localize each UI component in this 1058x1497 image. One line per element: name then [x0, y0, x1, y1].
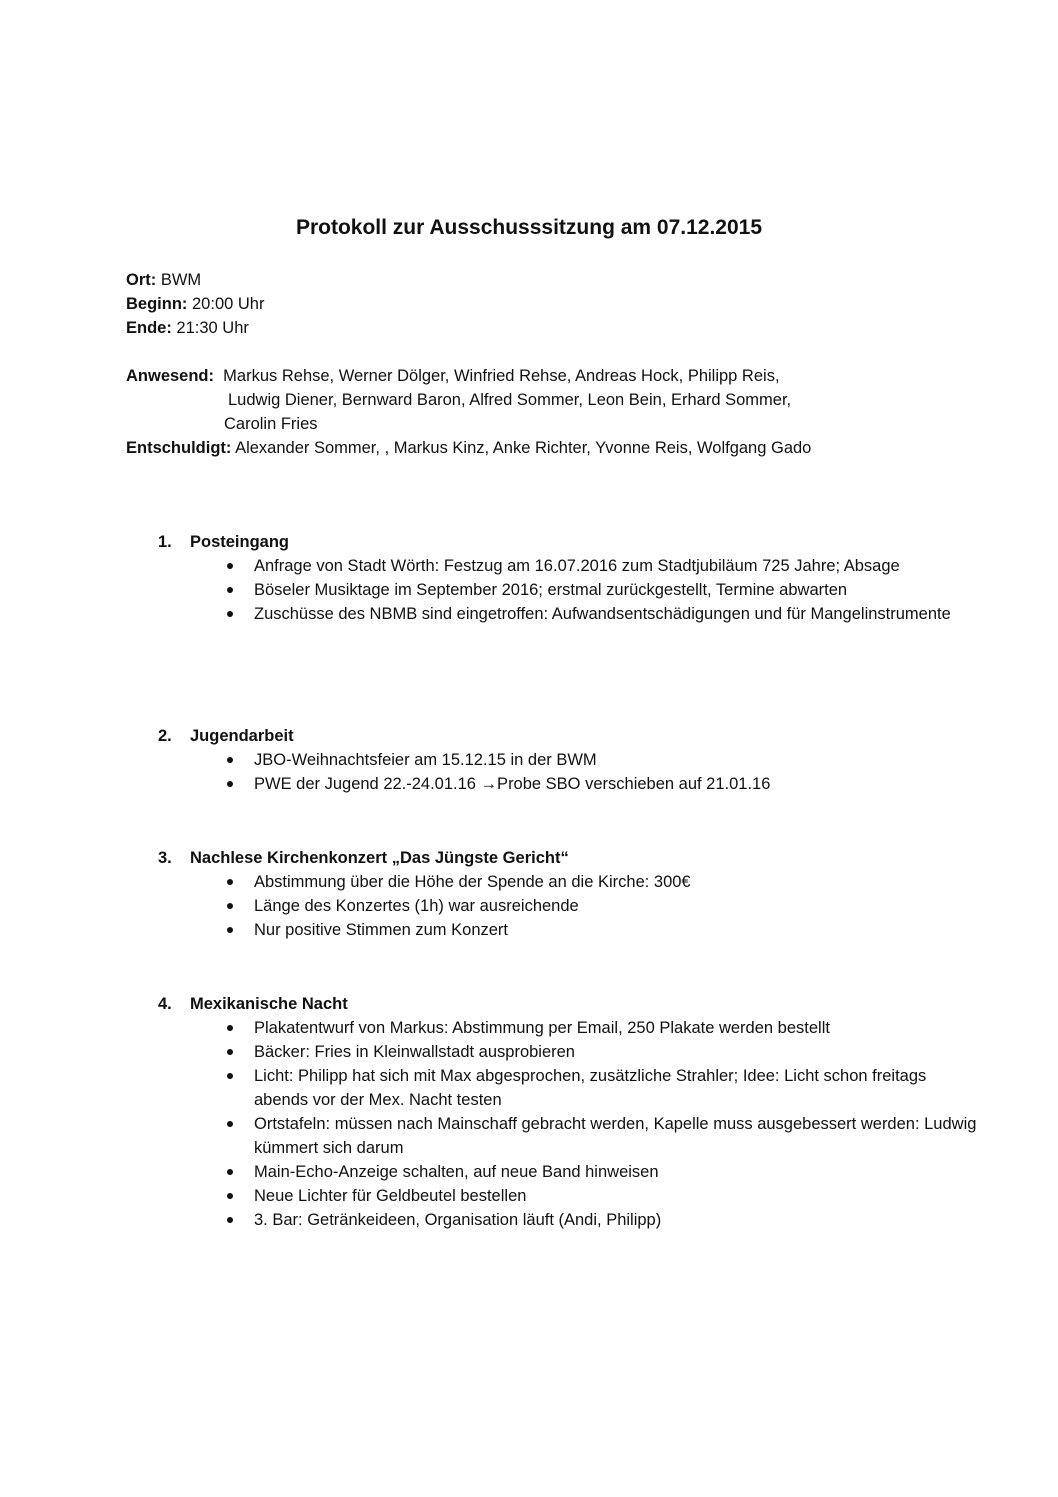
section-posteingang: [158, 530, 978, 626]
bullet-list: [158, 554, 978, 626]
present-line-1: [126, 364, 946, 388]
list-item-text: Nur positive Stimmen zum Konzert: [254, 921, 509, 939]
section-number: 3.: [158, 849, 172, 867]
list-item-text: Ortstafeln: müssen nach Mainschaff gebracht werden, Kapelle muss ausgebessert werden: Ludwig kümmert sich darum: [254, 1115, 977, 1157]
list-item: [158, 1208, 978, 1232]
list-item: [158, 1160, 978, 1184]
list-item: [158, 554, 978, 578]
bullet-icon: [227, 1193, 233, 1199]
bullet-list: [158, 1016, 978, 1232]
page-title: Protokoll zur Ausschusssitzung am 07.12.2015: [295, 216, 763, 239]
section-mexikanische-nacht: [158, 992, 978, 1232]
present-names-3: Carolin Fries: [224, 415, 318, 433]
beginn-label: Beginn:: [126, 295, 188, 313]
meta-ende: [126, 316, 264, 340]
list-item-text: Neue Lichter für Geldbeutel bestellen: [254, 1187, 527, 1205]
bullet-icon: [227, 757, 233, 763]
list-item-text: Main-Echo-Anzeige schalten, auf neue Band hinweisen: [254, 1163, 659, 1181]
present-names-2: Ludwig Diener, Bernward Baron, Alfred Sommer, Leon Bein, Erhard Sommer,: [228, 391, 792, 409]
bullet-icon: [227, 563, 233, 569]
section-heading: [158, 846, 978, 870]
bullet-icon: [227, 879, 233, 885]
ort-value: BWM: [156, 271, 202, 289]
list-item: [158, 1016, 978, 1040]
present-line-3: [126, 412, 946, 436]
present-label: Anwesend:: [126, 367, 215, 385]
section-title: Posteingang: [190, 533, 290, 551]
list-item-text: Böseler Musiktage im September 2016; erstmal zurückgestellt, Termine abwarten: [254, 581, 848, 599]
meeting-meta: [126, 268, 264, 340]
meta-beginn: [126, 292, 264, 316]
excused-names: Alexander Sommer, , Markus Kinz, Anke Richter, Yvonne Reis, Wolfgang Gado: [231, 439, 812, 457]
section-title: Mexikanische Nacht: [190, 995, 348, 1013]
bullet-icon: [227, 587, 233, 593]
list-item: [158, 894, 978, 918]
bullet-icon: [227, 1169, 233, 1175]
bullet-icon: [227, 1025, 233, 1031]
section-kirchenkonzert: [158, 846, 978, 942]
list-item: [158, 772, 978, 796]
section-title: Nachlese Kirchenkonzert „Das Jüngste Gericht“: [190, 849, 569, 867]
beginn-value: 20:00 Uhr: [187, 295, 265, 313]
section-number: 2.: [158, 727, 172, 745]
section-number: 4.: [158, 995, 172, 1013]
list-item-text: Bäcker: Fries in Kleinwallstadt ausprobieren: [254, 1043, 575, 1061]
section-number: 1.: [158, 533, 172, 551]
bullet-list: [158, 748, 978, 796]
list-item-text: Abstimmung über die Höhe der Spende an die Kirche: 300€: [254, 873, 691, 891]
bullet-icon: [227, 781, 233, 787]
list-item: [158, 1112, 978, 1160]
present-names-1: Markus Rehse, Werner Dölger, Winfried Rehse, Andreas Hock, Philipp Reis,: [214, 367, 780, 385]
bullet-icon: [227, 903, 233, 909]
attendance-block: [126, 364, 946, 460]
bullet-list: [158, 870, 978, 942]
excused-line: [126, 436, 946, 460]
list-item: [158, 1064, 978, 1112]
bullet-icon: [227, 1049, 233, 1055]
list-item-text: Licht: Philipp hat sich mit Max abgesprochen, zusätzliche Strahler; Idee: Licht schon freitags abends vor der Mex. Nacht testen: [254, 1067, 927, 1109]
present-line-2: [126, 388, 946, 412]
list-item-text: 3. Bar: Getränkeideen, Organisation läuft (Andi, Philipp): [254, 1211, 662, 1229]
section-heading: [158, 724, 978, 748]
list-item-text: Zuschüsse des NBMB sind eingetroffen: Aufwandsentschädigungen und für Mangelinstrumente: [254, 605, 951, 623]
list-item: [158, 1184, 978, 1208]
section-heading: [158, 992, 978, 1016]
list-item: [158, 602, 978, 626]
list-item: [158, 748, 978, 772]
list-item-text: Plakatentwurf von Markus: Abstimmung per Email, 250 Plakate werden bestellt: [254, 1019, 830, 1037]
list-item: [158, 1040, 978, 1064]
list-item-text: Anfrage von Stadt Wörth: Festzug am 16.07.2016 zum Stadtjubiläum 725 Jahre; Absage: [254, 557, 900, 575]
section-heading: [158, 530, 978, 554]
list-item: [158, 578, 978, 602]
bullet-icon: [227, 927, 233, 933]
list-item: [158, 870, 978, 894]
section-jugendarbeit: [158, 724, 978, 796]
ende-value: 21:30 Uhr: [171, 319, 249, 337]
list-item-text: JBO-Weihnachtsfeier am 15.12.15 in der BWM: [254, 751, 597, 769]
section-title: Jugendarbeit: [190, 727, 294, 745]
ort-label: Ort:: [126, 271, 157, 289]
list-item: [158, 918, 978, 942]
bullet-icon: [227, 1121, 233, 1127]
excused-label: Entschuldigt:: [126, 439, 232, 457]
list-item-text: PWE der Jugend 22.-24.01.16 →Probe SBO verschieben auf 21.01.16: [254, 775, 771, 793]
meta-ort: [126, 268, 264, 292]
bullet-icon: [227, 1073, 233, 1079]
bullet-icon: [227, 611, 233, 617]
ende-label: Ende:: [126, 319, 172, 337]
list-item-text: Länge des Konzertes (1h) war ausreichende: [254, 897, 579, 915]
bullet-icon: [227, 1217, 233, 1223]
